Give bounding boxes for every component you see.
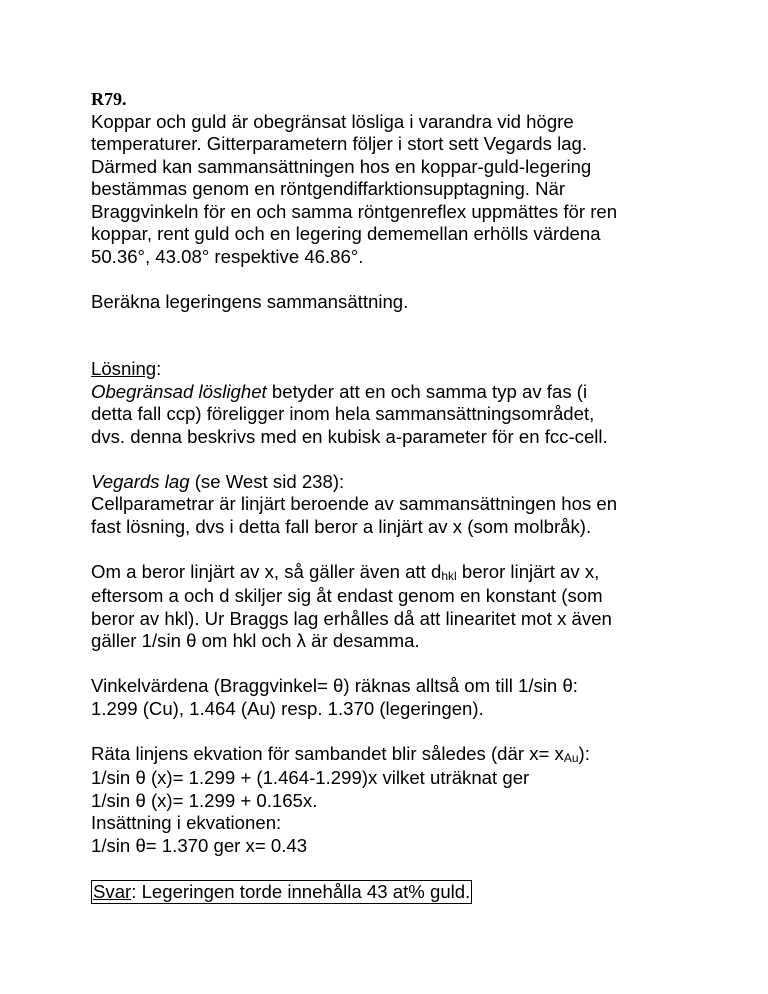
solution-heading-label: Lösning xyxy=(91,358,157,379)
problem-line: Därmed kan sammansättningen hos en koppar-guld-legering xyxy=(91,155,592,177)
solution-heading-colon: : xyxy=(156,358,162,379)
problem-title: R79. xyxy=(91,89,127,109)
text-span: betyder att en och samma typ av fas (i xyxy=(266,380,588,402)
solution-heading xyxy=(91,358,731,381)
text-span: ): xyxy=(578,742,590,764)
solution-line: 1.299 (Cu), 1.464 (Au) resp. 1.370 (legeringen). xyxy=(91,697,484,719)
solution-paragraph-3 xyxy=(91,561,731,586)
text-span: Räta linjens ekvation för sambandet blir således (där x= x xyxy=(91,742,564,764)
equation-line: 1/sin θ (x)= 1.299 + (1.464-1.299)x vilket uträknat ger xyxy=(91,767,530,788)
term-obegransad-loslighet: Obegränsad löslighet xyxy=(91,380,267,402)
problem-line: 50.36°, 43.08° respektive 46.86°. xyxy=(91,245,364,267)
solution-line: eftersom a och d skiljer sig åt endast genom en konstant (som xyxy=(91,585,603,606)
solution-paragraph-2 xyxy=(91,471,731,494)
problem-line: koppar, rent guld och en legering dememellan erhölls värdena xyxy=(91,223,601,244)
solution-line: Cellparametrar är linjärt beroende av sammansättningen hos en xyxy=(91,493,618,514)
text-span: Om a beror linjärt av x, så gäller även att d xyxy=(91,560,442,582)
solution-paragraph-5 xyxy=(91,743,731,768)
problem-line: Koppar och guld är obegränsat lösliga i varandra vid högre xyxy=(91,110,574,132)
equation-line: 1/sin θ= 1.370 ger x= 0.43 xyxy=(91,834,308,856)
solution-line: gäller 1/sin θ om hkl och λ är desamma. xyxy=(91,630,420,651)
text-span: beror linjärt av x, xyxy=(456,560,600,582)
equation-line: 1/sin θ (x)= 1.299 + 0.165x. xyxy=(91,789,318,811)
answer-text: : Legeringen torde innehålla 43 at% guld. xyxy=(131,880,471,902)
document-page xyxy=(91,88,731,904)
answer-line xyxy=(91,880,731,904)
solution-line: detta fall ccp) föreligger inom hela sammansättningsområdet, xyxy=(91,403,595,424)
problem-line: temperaturer. Gitterparametern följer i stort sett Vegards lag. xyxy=(91,133,588,154)
answer-box xyxy=(91,880,472,904)
solution-line: Insättning i ekvationen: xyxy=(91,812,282,833)
subscript-hkl: hkl xyxy=(441,568,457,583)
solution-line: dvs. denna beskrivs med en kubisk a-parameter för en fcc-cell. xyxy=(91,425,608,447)
problem-line: Braggvinkeln för en och samma röntgenreflex uppmättes för ren xyxy=(91,200,618,222)
solution-line: fast lösning, dvs i detta fall beror a linjärt av x (som molbråk). xyxy=(91,515,592,537)
text-span: (se West sid 238): xyxy=(189,470,345,492)
solution-paragraph-1 xyxy=(91,381,731,404)
problem-line: bestämmas genom en röntgendiffarktionsupptagning. När xyxy=(91,178,566,199)
term-vegards-lag: Vegards lag xyxy=(91,470,190,492)
problem-task: Beräkna legeringens sammansättning. xyxy=(91,290,409,312)
solution-line: Vinkelvärdena (Braggvinkel= θ) räknas alltså om till 1/sin θ: xyxy=(91,675,578,696)
subscript-au: Au xyxy=(563,750,579,765)
solution-line: beror av hkl). Ur Braggs lag erhålles då att linearitet mot x även xyxy=(91,607,612,629)
answer-label: Svar xyxy=(93,880,132,902)
